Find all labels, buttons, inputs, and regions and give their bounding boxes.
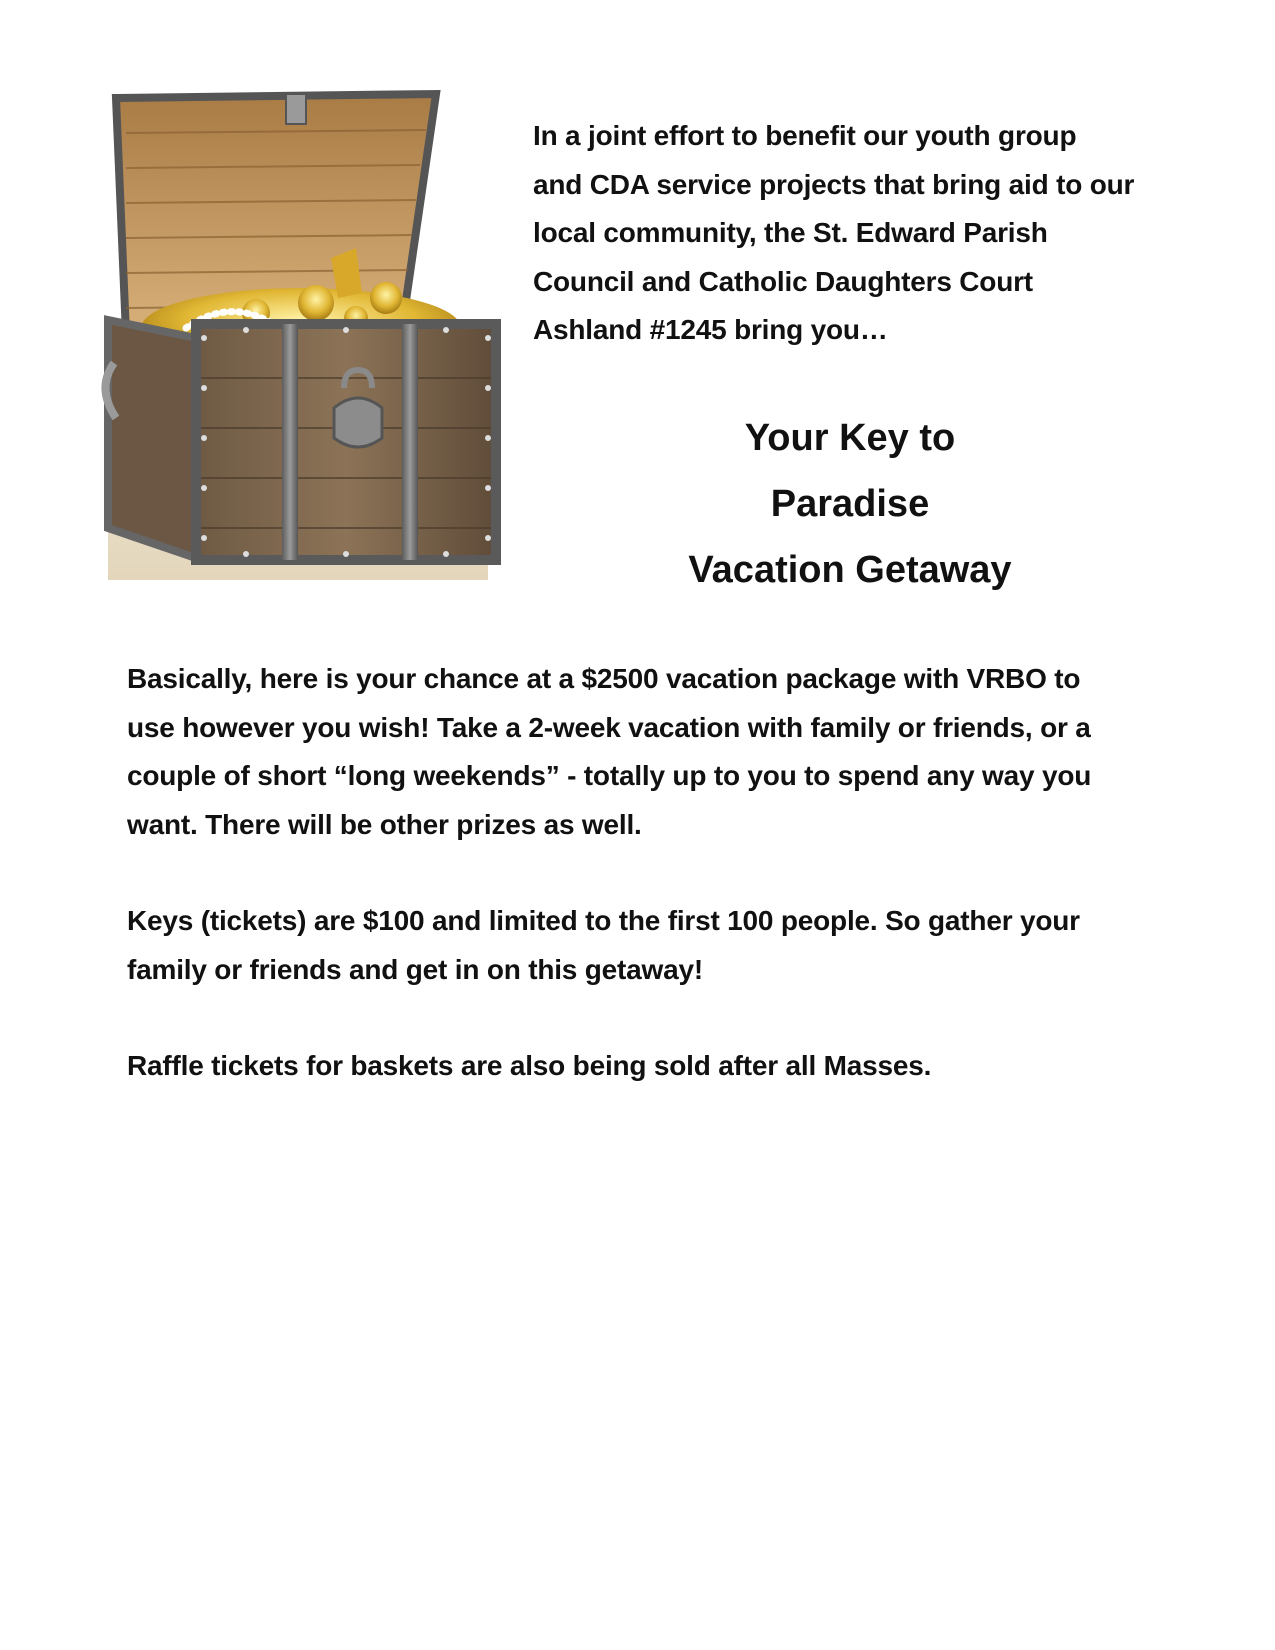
intro-line: Council and Catholic Daughters Court (533, 265, 1033, 297)
paragraph-line: Basically, here is your chance at a $2500 vacation package with VRBO to (127, 663, 1081, 694)
headline-line: Vacation Getaway (688, 549, 1012, 591)
ticket-paragraph (127, 897, 1157, 994)
intro-line: In a joint effort to benefit our youth group (533, 120, 1077, 151)
intro-text (533, 112, 1173, 355)
paragraph-line: family or friends and get in on this getaway! (127, 953, 703, 985)
paragraph-line: use however you wish! Take a 2-week vacation with family or friends, or a (127, 711, 1091, 743)
headline-line: Your Key to (744, 417, 956, 459)
headline-title (620, 405, 1080, 603)
paragraph-line: Raffle tickets for baskets are also being sold after all Masses. (127, 1050, 932, 1081)
intro-line: Ashland #1245 bring you… (533, 314, 888, 345)
intro-line: local community, the St. Edward Parish (533, 217, 1048, 248)
headline-line: Paradise (770, 483, 930, 525)
prize-paragraph (127, 655, 1157, 849)
paragraph-line: want. There will be other prizes as well. (127, 808, 642, 840)
intro-line: and CDA service projects that bring aid to our (533, 168, 1135, 200)
paragraph-line: Keys (tickets) are $100 and limited to the first 100 people. So gather your (127, 905, 1080, 936)
treasure-chest-image (86, 88, 518, 580)
raffle-paragraph (127, 1042, 1157, 1091)
paragraph-line: couple of short “long weekends” - totally up to you to spend any way you (127, 760, 1092, 791)
